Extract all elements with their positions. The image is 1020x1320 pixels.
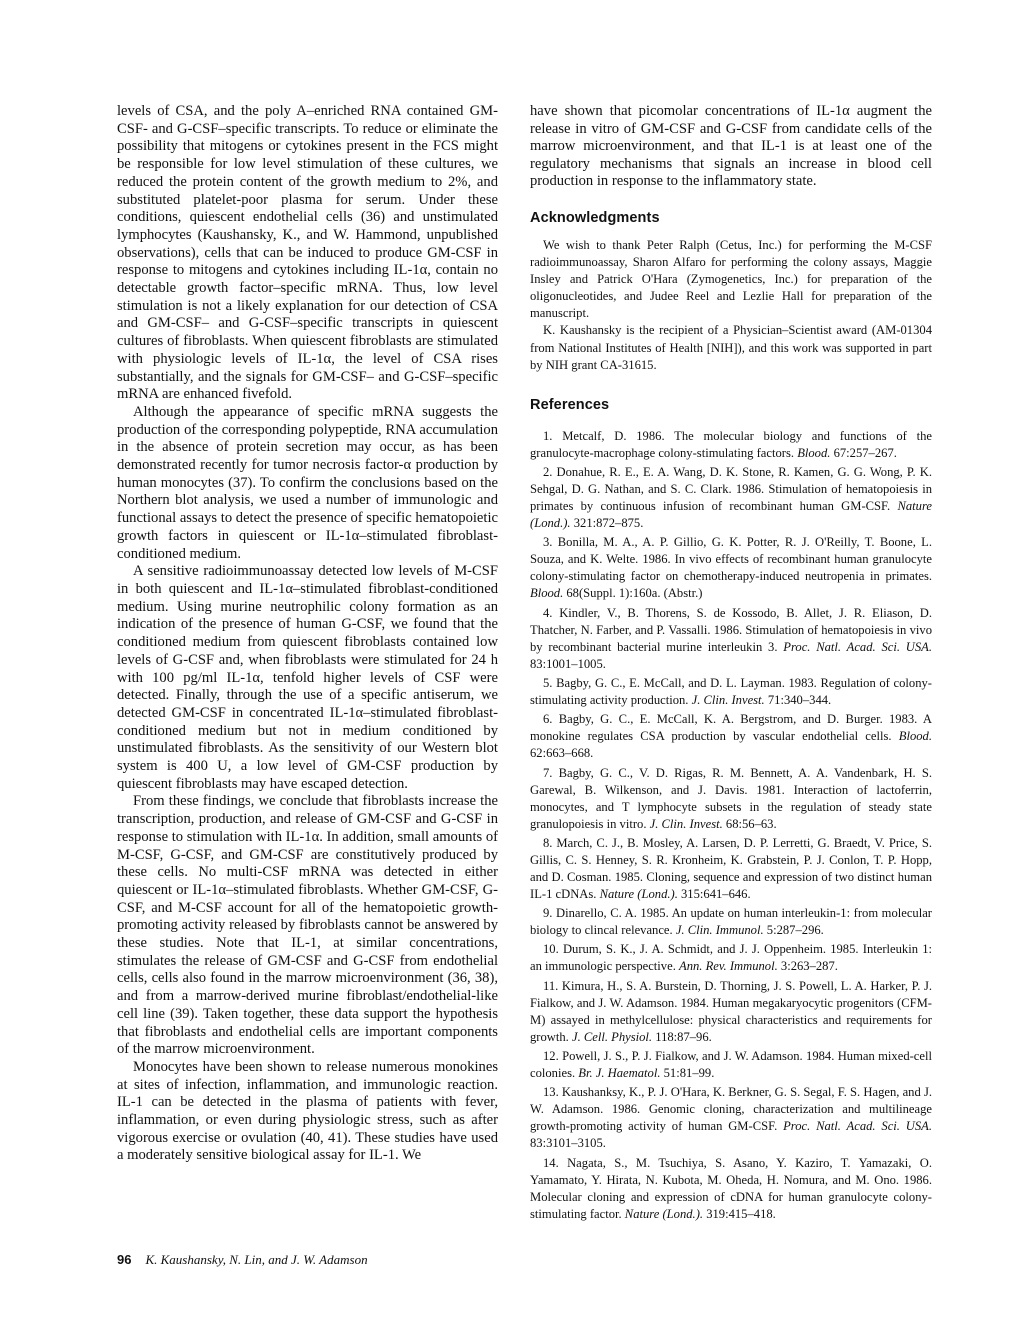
- reference-citation: 51:81–99.: [660, 1065, 715, 1080]
- reference-text: 9. Dinarello, C. A. 1985. An update on human interleukin-1: from molecular biology to clincal relevance.: [530, 906, 932, 938]
- reference-item: [530, 978, 932, 1046]
- reference-item: [530, 905, 932, 939]
- reference-citation: 67:257–267.: [830, 445, 897, 460]
- reference-text: 2. Donahue, R. E., E. A. Wang, D. K. Stone, R. Kamen, G. G. Wong, P. K. Sehgal, D. G. Nathan, and S. C. Clark. 1986. Stimulation of hematopoiesis in primates by continuous infusion of recombinant human GM-CSF.: [530, 465, 932, 514]
- body-paragraph: From these findings, we conclude that fibroblasts increase the transcription, production, and release of GM-CSF and G-CSF in response to stimulation with IL-1α. In addition, small amounts of M-CSF, G-CSF, and GM-CSF are constitutively produced by these cells. No multi-CSF mRNA was detected in either quiescent or IL-1α–stimulated fibroblasts. Whether GM-CSF, G-CSF, and M-CSF account for all of the hematopoietic growth-promoting activity released by fibroblasts cannot be answered by these studies. Note that IL-1, at similar concentrations, stimulates the release of GM-CSF and G-CSF from endothelial cells, cells also found in the marrow microenvironment (36, 38), and from a marrow-derived murine fibroblast/endothelial-like cell line (39). Taken together, these data support the hypothesis that fibroblasts and endothelial cells are important components of the marrow microenvironment.: [117, 793, 498, 1058]
- reference-item: [530, 711, 932, 762]
- reference-citation: 315:641–646.: [677, 886, 751, 901]
- body-paragraph: Although the appearance of specific mRNA suggests the production of the corresponding polypeptide, RNA accumulation in the absence of protein secretion may occur, as has been demonstrated recently for tumor necrosis factor-α production by human monocytes (37). To confirm the conclusions based on the Northern blot analysis, we used a number of immunologic and functional assays to detect the presence of specific hematopoietic growth factors in quiescent or IL-1α–stimulated fibroblast-conditioned medium.: [117, 403, 498, 562]
- reference-citation: 319:415–418.: [703, 1206, 776, 1221]
- body-paragraph: levels of CSA, and the poly A–enriched RNA contained GM-CSF- and G-CSF–specific transcripts. To reduce or eliminate the possibility that mitogens or cytokines present in the FCS might be responsible for low level stimulation of these cultures, we reduced the protein content of the growth medium to 2%, and substituted platelet-poor plasma for serum. Under these conditions, quiescent endothelial cells (36) and unstimulated lymphocytes (Kaushansky, K., and W. Hammond, unpublished observations), cells that can be induced to produce GM-CSF in response to mitogens and cytokines including IL-1α, contain no detectable growth factor–specific mRNA. Thus, low level stimulation is not a likely explanation for our detection of CSA and GM-CSF– and G-CSF–specific transcripts in quiescent cultures of fibroblasts. When quiescent fibroblasts are stimulated with physiologic levels of IL-1α, the level of CSA rises substantially, and the signals for GM-CSF– and G-CSF–specific mRNA are enhanced fivefold.: [117, 103, 498, 403]
- reference-item: [530, 1084, 932, 1152]
- reference-text: 4. Kindler, V., B. Thorens, S. de Kossodo, B. Allet, J. R. Eliason, D. Thatcher, N. Farber, and P. Vassalli. 1986. Stimulation of hematopoiesis in vivo by recombinant bacterial murine interleukin 3.: [530, 605, 932, 654]
- reference-citation: 3:263–287.: [777, 959, 838, 974]
- reference-citation: 118:87–96.: [652, 1029, 712, 1044]
- footer-authors: K. Kaushansky, N. Lin, and J. W. Adamson: [145, 1252, 368, 1267]
- reference-journal: Blood.: [797, 445, 831, 460]
- body-paragraph: Monocytes have been shown to release numerous monokines at sites of infection, inflammation, and immunologic reaction. IL-1 can be detected in the plasma of patients with fever, inflammation, or even during physiologic stress, such as after vigorous exercise or ovulation (40, 41). These studies have used a moderately sensitive biological assay for IL-1. We: [117, 1058, 498, 1164]
- acknowledgments-heading: Acknowledgments: [530, 209, 660, 226]
- reference-journal: J. Clin. Invest.: [649, 816, 723, 831]
- body-paragraph: A sensitive radioimmunoassay detected low levels of M-CSF in both quiescent and IL-1α–stimulated fibroblast-conditioned medium. Using murine neutrophilic colony formation as an indication of the presence of human G-CSF, we found that the conditioned medium from quiescent fibroblasts contained low levels of G-CSF and, when fibroblasts were stimulated for 24 h with 100 pg/ml IL-1α, tenfold higher levels of CSF were detected. Finally, through the use of a specific antiserum, we detected GM-CSF in concentrated IL-1α–stimulated fibroblast-conditioned medium but not in medium conditioned by unstimulated fibroblasts. As the sensitivity of our Western blot system is 400 U, a low level of GM-CSF production by quiescent fibroblasts may have escaped detection.: [117, 563, 498, 792]
- page-number: 96: [117, 1252, 132, 1267]
- reference-citation: 68:56–63.: [722, 816, 777, 831]
- reference-text: 8. March, C. J., B. Mosley, A. Larsen, D. P. Lerretti, G. Braedt, V. Price, S. Gillis, C. S. Henney, S. R. Kronheim, K. Grabstein, P. J. Conlon, T. P. Hopp, and D. Cosman. 1985. Cloning, sequence and expression of two distinct human IL-1 cDNAs.: [530, 835, 932, 901]
- reference-item: [530, 605, 932, 673]
- reference-text: 12. Powell, J. S., P. J. Fialkow, and J. W. Adamson. 1984. Human mixed-cell colonies.: [530, 1048, 932, 1080]
- reference-journal: Br. J. Haematol.: [578, 1065, 661, 1080]
- reference-citation: 321:872–875.: [570, 516, 644, 531]
- reference-journal: Nature (Lond.).: [530, 499, 932, 531]
- reference-journal: Nature (Lond.).: [624, 1206, 704, 1221]
- reference-text: 3. Bonilla, M. A., A. P. Gillio, G. K. Potter, R. J. O'Reilly, T. Boone, L. Souza, and K. Welte. 1986. In vivo effects of recombinant human granulocyte colony-stimulating factor on chemotherapy-induced neutropenia in primates.: [530, 535, 932, 584]
- left-column: [117, 103, 498, 1165]
- reference-list: [530, 428, 932, 1223]
- reference-citation: 83:1001–1005.: [530, 656, 606, 671]
- page-footer: [117, 1252, 368, 1268]
- reference-item: [530, 534, 932, 602]
- reference-journal: Blood.: [530, 586, 564, 601]
- reference-text: 14. Nagata, S., M. Tsuchiya, S. Asano, Y. Kaziro, T. Yamazaki, O. Yamamato, Y. Hirata, N. Kubota, M. Oheda, H. Nomura, and M. Ono. 1986. Molecular cloning and expression of cDNA for human granulocyte colony-stimulating factor.: [530, 1155, 932, 1221]
- reference-item: [530, 1048, 932, 1082]
- reference-item: [530, 941, 932, 975]
- reference-journal: Ann. Rev. Immunol.: [679, 959, 778, 974]
- reference-journal: Nature (Lond.).: [599, 886, 678, 901]
- right-column: [530, 103, 932, 1225]
- reference-item: [530, 464, 932, 532]
- reference-text: 7. Bagby, G. C., V. D. Rigas, R. M. Bennett, A. A. Vandenbark, H. S. Garewal, B. Wilkenson, and J. Davis. 1981. Interaction of lactoferrin, monocytes, and T lymphocyte subsets in the regulation of steady state granulopoiesis in vitro.: [530, 765, 932, 831]
- reference-item: [530, 428, 932, 462]
- reference-text: 10. Durum, S. K., J. A. Schmidt, and J. J. Oppenheim. 1985. Interleukin 1: an immunologic perspective.: [530, 942, 932, 974]
- acknowledgments-paragraph: K. Kaushansky is the recipient of a Physician–Scientist award (AM-01304 from National Institutes of Health [NIH]), and this work was supported in part by NIH grant CA-31615.: [530, 323, 932, 372]
- body-paragraph: have shown that picomolar concentrations of IL-1α augment the release in vitro of GM-CSF and G-CSF from candidate cells of the marrow microenvironment, and that IL-1 is at least one of the regulatory mechanisms that signals an increase in blood cell production in response to the inflammatory state.: [530, 103, 932, 190]
- reference-citation: 62:663–668.: [530, 746, 594, 761]
- reference-item: [530, 675, 932, 709]
- reference-citation: 71:340–344.: [764, 692, 832, 707]
- reference-text: 11. Kimura, H., S. A. Burstein, D. Thorning, J. S. Powell, L. A. Harker, P. J. Fialkow, and J. W. Adamson. 1984. Human megakaryocytic progenitors (CFM-M) assayed in methylcellulose: physical characteristics and requirements for growth.: [530, 978, 932, 1044]
- reference-text: 6. Bagby, G. C., E. McCall, K. A. Bergstrom, and D. Burger. 1983. A monokine regulates CSA production by vascular endothelial cells.: [530, 712, 932, 744]
- reference-journal: J. Cell. Physiol.: [571, 1029, 653, 1044]
- reference-text: 5. Bagby, G. C., E. McCall, and D. L. Layman. 1983. Regulation of colony-stimulating activity production.: [530, 675, 932, 707]
- reference-citation: 68(Suppl. 1):160a. (Abstr.): [563, 586, 703, 601]
- reference-journal: J. Clin. Immunol.: [675, 923, 764, 938]
- reference-item: [530, 835, 932, 903]
- reference-citation: 5:287–296.: [763, 923, 824, 938]
- reference-text: 13. Kaushanksy, K., P. J. O'Hara, K. Berkner, G. S. Segal, F. S. Hagen, and J. W. Adamson. 1986. Genomic cloning, characterization and multilineage growth-promoting activity of human GM-CSF.: [530, 1085, 932, 1134]
- reference-item: [530, 765, 932, 833]
- references-heading: References: [530, 396, 610, 413]
- reference-item: [530, 1155, 932, 1223]
- reference-journal: Proc. Natl. Acad. Sci. USA.: [783, 639, 932, 654]
- reference-journal: Blood.: [898, 729, 932, 744]
- reference-text: 1. Metcalf, D. 1986. The molecular biology and functions of the granulocyte-macrophage colony-stimulating factors.: [530, 428, 932, 460]
- reference-citation: 83:3101–3105.: [530, 1136, 606, 1151]
- reference-journal: J. Clin. Invest.: [691, 692, 765, 707]
- acknowledgments-paragraph: We wish to thank Peter Ralph (Cetus, Inc.) for performing the M-CSF radioimmunoassay, Sharon Alfaro for performing the colony assays, Maggie Insley and Patrick O'Hara (Zymogenetics, Inc.) for preparation of the oligonucleotides, and Judee Reel and Lezlie Hall for preparation of the manuscript.: [530, 237, 932, 321]
- reference-journal: Proc. Natl. Acad. Sci. USA.: [783, 1119, 932, 1134]
